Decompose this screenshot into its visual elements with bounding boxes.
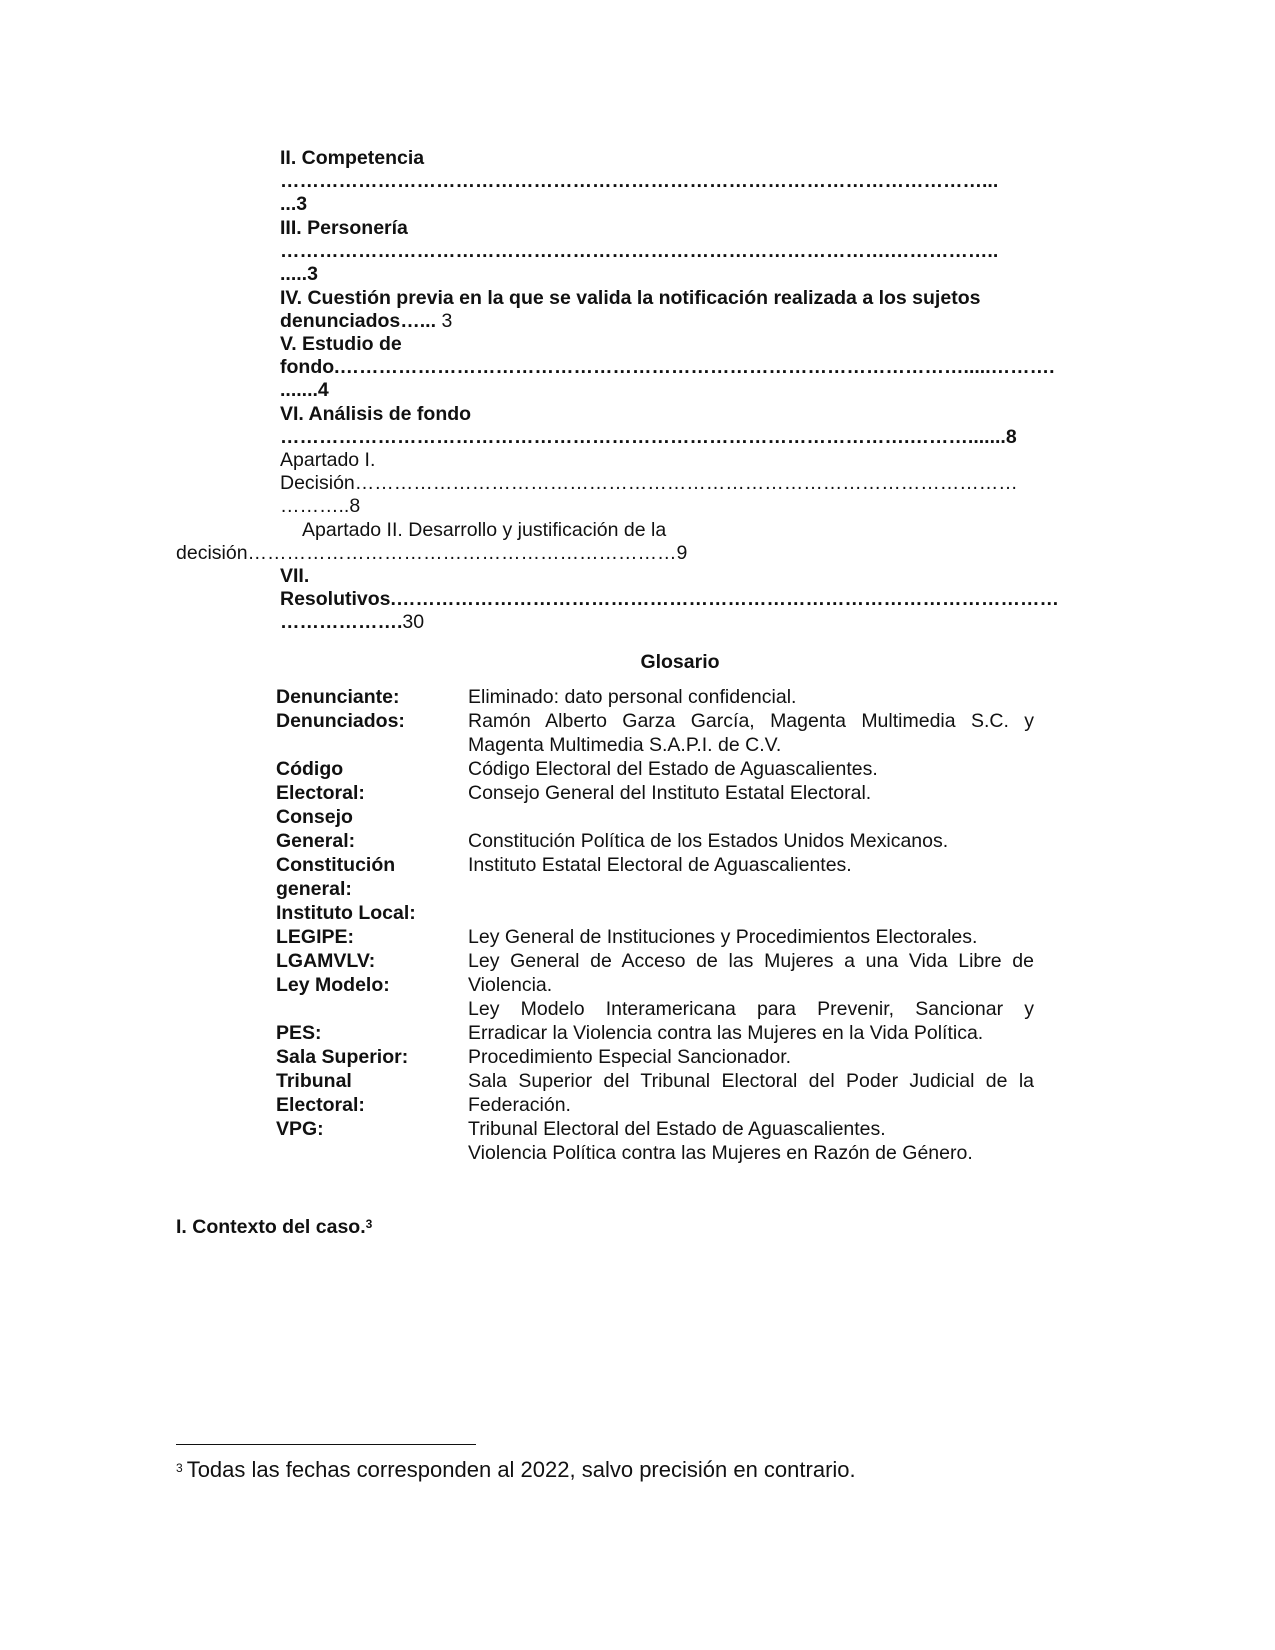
glosario-definition: Violencia Política contra las Mujeres en Razón de Género.	[468, 1142, 973, 1164]
toc-entry-estudio-fondo: V. Estudio de	[280, 333, 402, 355]
glosario-definition: Procedimiento Especial Sancionador.	[468, 1046, 792, 1068]
toc-entry-cuestion-previa: IV. Cuestión previa en la que se valida la notificación realizada a los sujetos	[280, 287, 981, 309]
glosario-definition: Código Electoral del Estado de Aguascalientes.	[468, 758, 878, 780]
glosario-term: LEGIPE:	[276, 926, 355, 948]
toc-page-number: ...3	[280, 193, 308, 215]
toc-page-number: 3	[436, 310, 453, 332]
glosario-definition: Sala Superior del Tribunal Electoral del Poder Judicial de la	[468, 1070, 1034, 1092]
glosario-definition: Ley General de Acceso de las Mujeres a una Vida Libre de	[468, 950, 1034, 972]
toc-entry-resolutivos: VII.	[280, 565, 310, 587]
toc-entry-analisis-fondo: VI. Análisis de fondo	[280, 403, 472, 425]
glosario-term: LGAMVLV:	[276, 950, 376, 972]
glosario-term: Consejo	[276, 806, 353, 828]
toc-entry-competencia: II. Competencia	[280, 147, 425, 169]
toc-entry-cuestion-previa-cont	[280, 310, 452, 333]
glosario-definition: Eliminado: dato personal confidencial.	[468, 686, 797, 708]
glosario-term: Instituto Local:	[276, 902, 416, 924]
toc-entry-apartado-ii: Apartado II. Desarrollo y justificación de la	[302, 519, 667, 541]
glosario-definition: Constitución Política de los Estados Unidos Mexicanos.	[468, 830, 949, 852]
glosario-definition: Consejo General del Instituto Estatal Electoral.	[468, 782, 872, 804]
toc-page-number: ………..8	[280, 495, 361, 517]
toc-entry-estudio-fondo-cont: fondo.…………………………………………………………………………………….....……….	[280, 356, 1055, 378]
glosario-definition: Erradicar la Violencia contra las Mujeres en la Vida Política.	[468, 1022, 984, 1044]
toc-entry-personeria: III. Personería	[280, 217, 408, 239]
toc-leader-dots: ………………………………………………………………………………………………...	[280, 170, 999, 192]
glosario-term: General:	[276, 830, 356, 852]
glosario-term: Código	[276, 758, 344, 780]
glosario-term: Sala Superior:	[276, 1046, 409, 1068]
footnote-separator	[176, 1444, 476, 1445]
glosario-term: Ley Modelo:	[276, 974, 390, 996]
toc-entry-apartado-i: Apartado I.	[280, 449, 376, 471]
glosario-definition: Ramón Alberto Garza García, Magenta Multimedia S.C. y	[468, 710, 1034, 732]
glosario-term: Electoral:	[276, 1094, 365, 1116]
toc-page-number: 30	[402, 611, 425, 633]
glosario-term: PES:	[276, 1022, 322, 1044]
footnote-marker: 3	[176, 1461, 183, 1475]
footnote-text: Todas las fechas corresponden al 2022, salvo precisión en contrario.	[186, 1457, 856, 1482]
glosario-term: Electoral:	[276, 782, 365, 804]
toc-entry-resolutivos-page	[280, 611, 424, 634]
glosario-definition: Ley General de Instituciones y Procedimientos Electorales.	[468, 926, 978, 948]
glosario-term: VPG:	[276, 1118, 324, 1140]
section-heading-contexto	[176, 1215, 372, 1239]
glosario-definition: Magenta Multimedia S.A.P.I. de C.V.	[468, 734, 782, 756]
footnote	[176, 1456, 856, 1484]
toc-leader-dots: …………………………………………………………………………………….……….......8	[280, 426, 1017, 448]
toc-leader-dots: ……………….	[280, 611, 403, 633]
glosario-term: Tribunal	[276, 1070, 352, 1092]
glosario-definition: Ley Modelo Interamericana para Prevenir, Sancionar y	[468, 998, 1034, 1020]
footnote-reference[interactable]: 3	[365, 1217, 373, 1231]
glosario-term: general:	[276, 878, 352, 900]
toc-page-number: .....3	[280, 263, 318, 285]
glosario-term: Constitución	[276, 854, 396, 876]
toc-entry-resolutivos-cont: Resolutivos.…………………………………………………………………………………………	[280, 588, 1059, 610]
section-heading-text: I. Contexto del caso.	[176, 1216, 366, 1238]
toc-entry-apartado-ii-cont: decisión…………………………………………………………9	[176, 542, 688, 564]
toc-page-number: .......4	[280, 379, 329, 401]
toc-entry-apartado-i-cont: Decisión…………………………………………………………………………………………	[280, 472, 1018, 494]
glosario-definition: Tribunal Electoral del Estado de Aguascalientes.	[468, 1118, 886, 1140]
toc-leader-dots: ………………………………………………………………………………….……………..	[280, 240, 999, 262]
glosario-definition: Federación.	[468, 1094, 571, 1116]
glosario-title: Glosario	[640, 651, 720, 673]
glosario-term: Denunciante:	[276, 686, 400, 708]
glosario-term: Denunciados:	[276, 710, 405, 732]
glosario-definition: Violencia.	[468, 974, 553, 996]
glosario-definition: Instituto Estatal Electoral de Aguascalientes.	[468, 854, 852, 876]
toc-entry-text: denunciados…...	[280, 310, 437, 332]
